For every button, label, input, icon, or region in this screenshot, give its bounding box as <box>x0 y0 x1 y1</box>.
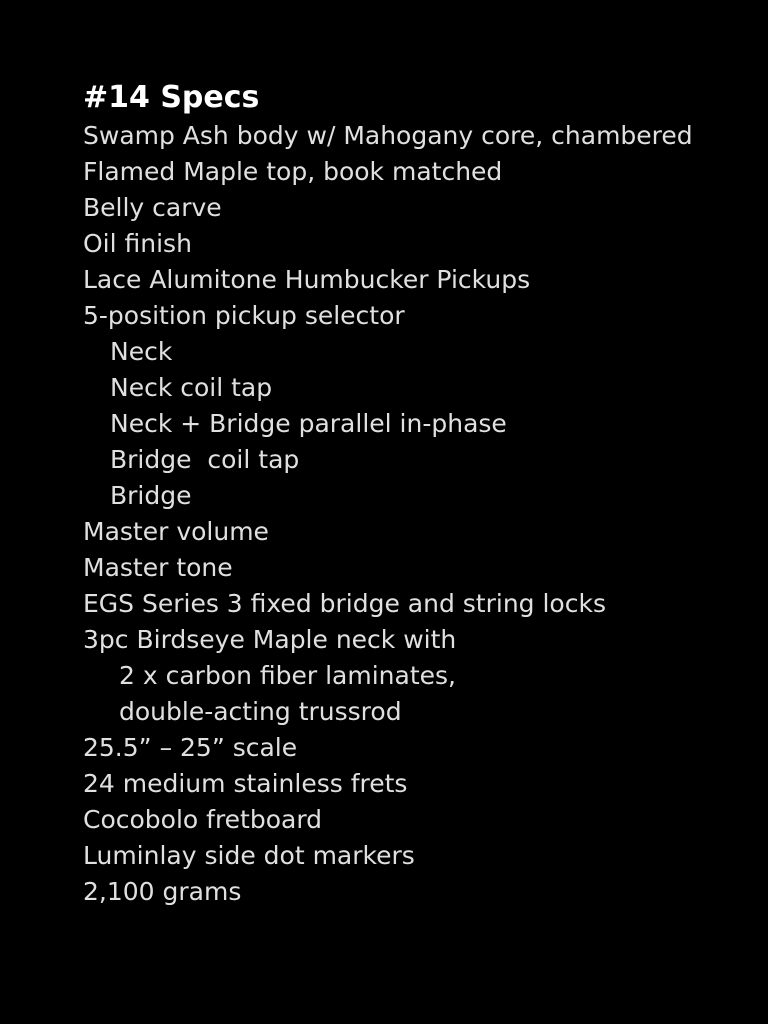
selector-position-neck-coil-tap: Neck coil tap <box>110 373 273 402</box>
spec-line-tone: Master tone <box>83 553 233 582</box>
selector-position-bridge-coil-tap: Bridge coil tap <box>110 445 300 474</box>
spec-line-weight: 2,100 grams <box>83 877 242 906</box>
spec-line-frets: 24 medium stainless frets <box>83 769 408 798</box>
spec-line-belly-carve: Belly carve <box>83 193 222 222</box>
neck-detail-laminates: 2 x carbon fiber laminates, <box>119 661 456 690</box>
spec-line-scale: 25.5” – 25” scale <box>83 733 298 762</box>
selector-position-neck: Neck <box>110 337 173 366</box>
spec-line-selector: 5-position pickup selector <box>83 301 405 330</box>
spec-slide <box>83 78 768 910</box>
page-title: #14 Specs <box>83 80 260 115</box>
spec-line-body: Swamp Ash body w/ Mahogany core, chambered <box>83 121 693 150</box>
neck-detail-trussrod: double-acting trussrod <box>119 697 402 726</box>
spec-line-fretboard: Cocobolo fretboard <box>83 805 323 834</box>
spec-line-neck: 3pc Birdseye Maple neck with <box>83 625 457 654</box>
spec-line-finish: Oil finish <box>83 229 192 258</box>
selector-position-parallel: Neck + Bridge parallel in-phase <box>110 409 507 438</box>
spec-line-top: Flamed Maple top, book matched <box>83 157 503 186</box>
spec-line-pickups: Lace Alumitone Humbucker Pickups <box>83 265 531 294</box>
spec-line-volume: Master volume <box>83 517 269 546</box>
spec-line-bridge-hardware: EGS Series 3 fixed bridge and string locks <box>83 589 606 618</box>
spec-line-markers: Luminlay side dot markers <box>83 841 415 870</box>
selector-position-bridge: Bridge <box>110 481 192 510</box>
